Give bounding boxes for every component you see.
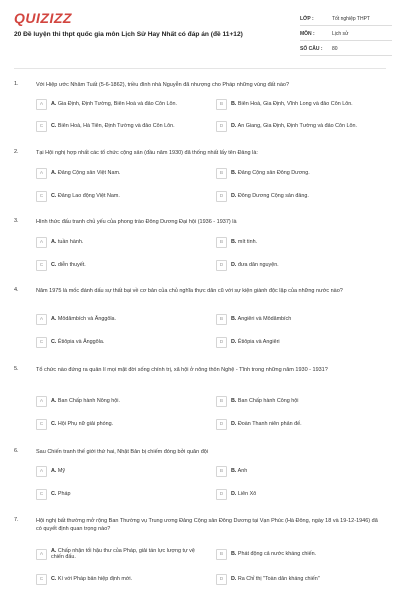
option-key: D. (231, 261, 237, 268)
option-letter: A (36, 168, 47, 179)
option-2a[interactable] (36, 167, 120, 179)
option-text: diễn thuyết. (57, 261, 86, 268)
option-1c[interactable] (36, 120, 175, 132)
option-text: Biên Hoà, Hà Tiên, Định Tường và đảo Côn Lôn. (57, 122, 175, 129)
option-text: Êtiôpia và Ănggôla. (57, 338, 105, 345)
meta-row-class (300, 13, 392, 26)
meta-label: LỚP : (300, 16, 314, 22)
option-letter: D (216, 191, 227, 202)
option-key: D. (231, 338, 237, 345)
option-2c[interactable] (36, 190, 120, 202)
option-text: Ra Chỉ thị "Toàn dân kháng chiến" (237, 575, 320, 582)
question-number: 4. (14, 287, 19, 293)
meta-label: SỐ CÂU : (300, 46, 323, 52)
option-1a[interactable] (36, 98, 177, 110)
option-text: đưa dân nguyện. (237, 261, 279, 268)
option-text: Chấp nhận tối hậu thư của Pháp, giải tán lực lượng tự vệ chiến đấu. (51, 547, 195, 560)
option-letter: A (36, 466, 47, 477)
option-text: Đông Dương Cộng sản đảng. (237, 192, 309, 199)
question-number: 2. (14, 149, 19, 155)
option-key: C. (51, 338, 57, 345)
option-1d[interactable] (216, 120, 357, 132)
document-title: 20 Đề luyện thi thpt quốc gia môn Lịch Sử Hay Nhất có đáp án (đề 11+12) (14, 31, 243, 38)
option-letter: C (36, 191, 47, 202)
option-5b[interactable] (216, 395, 298, 407)
option-3d[interactable] (216, 259, 279, 271)
quizizz-logo[interactable]: QUIZIZZ (14, 10, 72, 26)
option-text: Angiêri và Môdămbích (237, 315, 292, 322)
meta-row-count (300, 43, 392, 56)
option-key: C. (51, 261, 57, 268)
option-letter: B (216, 396, 227, 407)
option-key: A. (51, 315, 57, 322)
option-key: C. (51, 122, 57, 129)
option-letter: B (216, 168, 227, 179)
option-letter: C (36, 574, 47, 585)
option-5a[interactable] (36, 395, 120, 407)
option-key: D. (231, 192, 237, 199)
option-letter: C (36, 489, 47, 500)
option-3c[interactable] (36, 259, 86, 271)
header-divider (14, 68, 386, 69)
option-text: An Giang, Gia Định, Định Tường và đảo Côn Lôn. (237, 122, 358, 129)
option-5d[interactable] (216, 418, 302, 430)
option-2b[interactable] (216, 167, 310, 179)
option-text: Đảng Lao động Việt Nam. (57, 192, 120, 199)
option-key: C. (51, 420, 57, 427)
option-key: B. (231, 100, 237, 107)
option-4d[interactable] (216, 336, 280, 348)
option-text: Êtiôpia và Angiêri (237, 338, 280, 345)
option-text: Kí với Pháp bản hiệp định mới. (57, 575, 133, 582)
question-text: Tại Hội nghị hợp nhất các tổ chức cộng sản (đầu năm 1930) đã thống nhất lấy tên Đảng là: (36, 150, 258, 156)
option-text: Đảng Cộng sản Đông Dương. (237, 169, 310, 176)
option-key: D. (231, 420, 237, 427)
option-text: Phát động cả nước kháng chiến. (237, 550, 317, 557)
option-key: B. (231, 467, 237, 474)
option-key: C. (51, 575, 57, 582)
option-6a[interactable] (36, 465, 65, 477)
option-letter: A (36, 99, 47, 110)
question-text: Với Hiệp ước Nhâm Tuất (5-6-1862), triều đình nhà Nguyễn đã nhượng cho Pháp những vùng đất nào? (36, 82, 290, 88)
option-6b[interactable] (216, 465, 247, 477)
option-letter: C (36, 419, 47, 430)
option-letter: A (36, 237, 47, 248)
option-4b[interactable] (216, 313, 291, 325)
option-key: B. (231, 397, 237, 404)
meta-value: 80 (332, 46, 338, 52)
option-text: Liên Xô (237, 490, 257, 497)
meta-value: Lịch sử (332, 31, 349, 37)
option-letter: B (216, 237, 227, 248)
option-2d[interactable] (216, 190, 309, 202)
option-letter: C (36, 260, 47, 271)
option-text: Mỹ (57, 467, 66, 474)
option-text: Gia Định, Định Tường, Biên Hoà và đảo Côn Lôn. (57, 100, 178, 107)
option-text: Môdămbích và Ănggôla. (57, 315, 117, 322)
question-number: 5. (14, 366, 19, 372)
option-letter: C (36, 121, 47, 132)
option-7d[interactable] (216, 573, 320, 585)
option-key: A. (51, 547, 57, 554)
option-text: Ban Chấp hành Công hội (237, 397, 299, 404)
option-text: Đoàn Thanh niên phản đế. (237, 420, 302, 427)
option-7c[interactable] (36, 573, 132, 585)
option-letter: B (216, 314, 227, 325)
option-letter: D (216, 260, 227, 271)
option-letter: D (216, 489, 227, 500)
option-text: Ban Chấp hành Nông hội. (57, 397, 120, 404)
option-4a[interactable] (36, 313, 116, 325)
option-7b[interactable] (216, 548, 316, 560)
option-letter: A (36, 396, 47, 407)
option-letter: A (36, 314, 47, 325)
question-text: Năm 1975 là mốc đánh dấu sự thất bại về cơ bản của chủ nghĩa thực dân cũ với sự kiện giành độc lập của những nước nào? (36, 288, 343, 294)
meta-row-subject (300, 28, 392, 41)
option-key: D. (231, 122, 237, 129)
option-key: B. (231, 315, 237, 322)
option-letter: B (216, 549, 227, 560)
option-text: Hội Phụ nữ giải phóng. (57, 420, 114, 427)
question-number: 3. (14, 218, 19, 224)
option-key: B. (231, 169, 237, 176)
option-key: D. (231, 575, 237, 582)
option-3b[interactable] (216, 236, 257, 248)
option-letter: B (216, 99, 227, 110)
option-letter: D (216, 574, 227, 585)
document-header (0, 0, 400, 62)
option-key: B. (231, 550, 237, 557)
question-number: 1. (14, 81, 19, 87)
option-key: A. (51, 169, 57, 176)
option-text: Anh (237, 467, 248, 474)
option-letter: A (36, 549, 47, 560)
question-text: Tổ chức nào đứng ra quản lí mọi mặt đời sống chính trị, xã hội ở nông thôn Nghệ - Tĩnh trong những năm 1930 - 1931? (36, 367, 328, 373)
question-text: Hội nghị bất thường mở rộng Ban Thường vụ Trung ương Đảng Cộng sản Đông Dương tại Vạn Phúc (Hà Đông, ngày 18 và 19-12-1946) đã có quyết định quan trọng nào? (36, 518, 378, 532)
option-4c[interactable] (36, 336, 104, 348)
option-6d[interactable] (216, 488, 256, 500)
option-key: A. (51, 467, 57, 474)
question-text: Sau Chiến tranh thế giới thứ hai, Nhật Bản bị chiếm đóng bởi quân đội (36, 449, 209, 455)
option-key: C. (51, 490, 57, 497)
option-key: A. (51, 238, 57, 245)
option-key: A. (51, 397, 57, 404)
option-5c[interactable] (36, 418, 113, 430)
meta-label: MÔN : (300, 31, 315, 37)
option-key: B. (231, 238, 237, 245)
option-letter: D (216, 419, 227, 430)
question-number: 7. (14, 517, 19, 523)
document-meta (300, 13, 392, 58)
option-key: D. (231, 490, 237, 497)
option-letter: D (216, 337, 227, 348)
option-6c[interactable] (36, 488, 71, 500)
option-key: C. (51, 192, 57, 199)
option-letter: B (216, 466, 227, 477)
option-3a[interactable] (36, 236, 83, 248)
option-letter: C (36, 337, 47, 348)
option-1b[interactable] (216, 98, 353, 110)
option-key: A. (51, 100, 57, 107)
option-text: Biên Hoà, Gia Định, Vĩnh Long và đảo Côn Lôn. (237, 100, 353, 107)
option-7a[interactable] (36, 545, 206, 563)
option-text: tuần hành. (57, 238, 84, 245)
option-text: mít tinh. (237, 238, 258, 245)
meta-value: Tốt nghiệp THPT (332, 16, 370, 22)
question-number: 6. (14, 448, 19, 454)
question-text: Hình thức đấu tranh chủ yếu của phong trào Đông Dương Đại hội (1936 - 1937) là (36, 219, 237, 225)
option-letter: D (216, 121, 227, 132)
option-text: Pháp (57, 490, 71, 497)
option-text: Đảng Cộng sản Việt Nam. (57, 169, 121, 176)
